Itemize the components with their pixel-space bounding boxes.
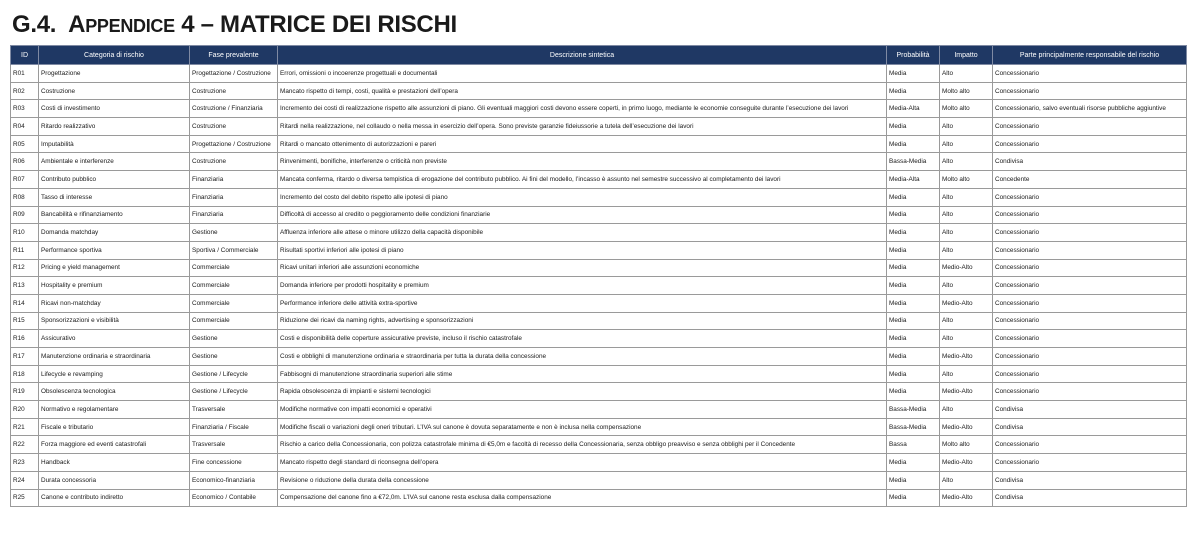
risk-probability: Bassa-Media	[887, 153, 940, 171]
risk-id: R11	[11, 241, 39, 259]
risk-impact: Medio-Alto	[940, 418, 993, 436]
risk-impact: Alto	[940, 365, 993, 383]
risk-probability: Media	[887, 294, 940, 312]
risk-owner: Concessionario	[993, 383, 1187, 401]
risk-probability: Media	[887, 348, 940, 366]
risk-id: R05	[11, 135, 39, 153]
risk-description: Rischio a carico della Concessionaria, con polizza catastrofale minima di €5,0m e facoltà di recesso della Concessionaria, senza obbligo preavviso e senza obblighi per il Concedente	[278, 436, 887, 454]
risk-impact: Molto alto	[940, 82, 993, 100]
risk-probability: Media	[887, 383, 940, 401]
risk-impact: Medio-Alto	[940, 489, 993, 507]
risk-description: Costi e obblighi di manutenzione ordinaria e straordinaria per tutta la durata della concessione	[278, 348, 887, 366]
risk-description: Risultati sportivi inferiori alle ipotesi di piano	[278, 241, 887, 259]
table-row	[11, 118, 1187, 136]
col-header-fase: Fase prevalente	[190, 46, 278, 65]
table-row	[11, 224, 1187, 242]
risk-phase: Progettazione / Costruzione	[190, 65, 278, 83]
risk-category: Handback	[39, 454, 190, 472]
risk-phase: Gestione	[190, 348, 278, 366]
risk-category: Tasso di interesse	[39, 188, 190, 206]
table-row	[11, 135, 1187, 153]
table-row	[11, 312, 1187, 330]
table-row	[11, 206, 1187, 224]
risk-owner: Concedente	[993, 171, 1187, 189]
risk-id: R08	[11, 188, 39, 206]
risk-owner: Condivisa	[993, 489, 1187, 507]
risk-impact: Alto	[940, 241, 993, 259]
risk-description: Ritardi o mancato ottenimento di autorizzazioni e pareri	[278, 135, 887, 153]
table-row	[11, 489, 1187, 507]
col-header-responsabile: Parte principalmente responsabile del rischio	[993, 46, 1187, 65]
table-row	[11, 171, 1187, 189]
risk-category: Ritardo realizzativo	[39, 118, 190, 136]
risk-impact: Medio-Alto	[940, 348, 993, 366]
risk-description: Mancato rispetto degli standard di riconsegna dell’opera	[278, 454, 887, 472]
risk-owner: Concessionario	[993, 277, 1187, 295]
risk-description: Modifiche normative con impatti economici e operativi	[278, 401, 887, 419]
table-header-row	[11, 46, 1187, 65]
risk-id: R12	[11, 259, 39, 277]
col-header-id: ID	[11, 46, 39, 65]
risk-probability: Media	[887, 224, 940, 242]
risk-id: R19	[11, 383, 39, 401]
title-rest: 4 – MATRICE DEI RISCHI	[181, 11, 457, 38]
risk-phase: Commerciale	[190, 312, 278, 330]
risk-phase: Costruzione	[190, 82, 278, 100]
risk-probability: Media	[887, 365, 940, 383]
risk-id: R24	[11, 471, 39, 489]
risk-category: Forza maggiore ed eventi catastrofali	[39, 436, 190, 454]
risk-owner: Condivisa	[993, 153, 1187, 171]
risk-description: Incremento dei costi di realizzazione rispetto alle assunzioni di piano. Gli eventuali maggiori costi devono essere coperti, in primo luogo, mediante le economie conseguite durante l’esecuzione dei lavori	[278, 100, 887, 118]
risk-owner: Concessionario	[993, 330, 1187, 348]
risk-category: Domanda matchday	[39, 224, 190, 242]
table-row	[11, 471, 1187, 489]
table-row	[11, 418, 1187, 436]
table-row	[11, 454, 1187, 472]
risk-probability: Media-Alta	[887, 171, 940, 189]
risk-probability: Media	[887, 471, 940, 489]
page-title	[12, 8, 457, 43]
risk-id: R06	[11, 153, 39, 171]
risk-id: R03	[11, 100, 39, 118]
risk-impact: Medio-Alto	[940, 383, 993, 401]
table-row	[11, 188, 1187, 206]
risk-impact: Molto alto	[940, 171, 993, 189]
col-header-descrizione: Descrizione sintetica	[278, 46, 887, 65]
risk-owner: Concessionario	[993, 454, 1187, 472]
risk-id: R17	[11, 348, 39, 366]
risk-phase: Gestione / Lifecycle	[190, 383, 278, 401]
table-row	[11, 259, 1187, 277]
risk-category: Ambientale e interferenze	[39, 153, 190, 171]
risk-description: Ritardi nella realizzazione, nel collaudo o nella messa in esercizio dell’opera. Sono previste garanzie fideiussorie a tutela dell’esecuzione dei lavori	[278, 118, 887, 136]
risk-owner: Concessionario	[993, 365, 1187, 383]
risk-owner: Concessionario	[993, 436, 1187, 454]
risk-impact: Medio-Alto	[940, 259, 993, 277]
risk-phase: Gestione	[190, 224, 278, 242]
risk-probability: Bassa	[887, 436, 940, 454]
table-row	[11, 82, 1187, 100]
risk-id: R07	[11, 171, 39, 189]
risk-id: R16	[11, 330, 39, 348]
risk-phase: Gestione	[190, 330, 278, 348]
risk-probability: Media	[887, 188, 940, 206]
risk-impact: Medio-Alto	[940, 454, 993, 472]
risk-description: Ricavi unitari inferiori alle assunzioni economiche	[278, 259, 887, 277]
risk-description: Affluenza inferiore alle attese o minore utilizzo della capacità disponibile	[278, 224, 887, 242]
risk-impact: Alto	[940, 118, 993, 136]
risk-phase: Commerciale	[190, 277, 278, 295]
risk-phase: Costruzione / Finanziaria	[190, 100, 278, 118]
risk-id: R23	[11, 454, 39, 472]
risk-owner: Concessionario, salvo eventuali risorse pubbliche aggiuntive	[993, 100, 1187, 118]
risk-phase: Gestione / Lifecycle	[190, 365, 278, 383]
table-row	[11, 348, 1187, 366]
risk-impact: Alto	[940, 153, 993, 171]
risk-category: Normativo e regolamentare	[39, 401, 190, 419]
risk-id: R09	[11, 206, 39, 224]
risk-id: R10	[11, 224, 39, 242]
risk-category: Lifecycle e revamping	[39, 365, 190, 383]
risk-phase: Costruzione	[190, 153, 278, 171]
risk-id: R18	[11, 365, 39, 383]
section-number: G.4.	[12, 11, 57, 38]
risk-description: Errori, omissioni o incoerenze progettuali e documentali	[278, 65, 887, 83]
risk-impact: Alto	[940, 65, 993, 83]
risk-category: Hospitality e premium	[39, 277, 190, 295]
table-row	[11, 330, 1187, 348]
risk-owner: Concessionario	[993, 259, 1187, 277]
risk-phase: Finanziaria	[190, 206, 278, 224]
table-row	[11, 365, 1187, 383]
risk-category: Costi di investimento	[39, 100, 190, 118]
risk-id: R22	[11, 436, 39, 454]
table-row	[11, 241, 1187, 259]
risk-category: Sponsorizzazioni e visibilità	[39, 312, 190, 330]
risk-category: Bancabilità e rifinanziamento	[39, 206, 190, 224]
risk-description: Fabbisogni di manutenzione straordinaria superiori alle stime	[278, 365, 887, 383]
risk-impact: Medio-Alto	[940, 294, 993, 312]
risk-probability: Media	[887, 82, 940, 100]
col-header-categoria: Categoria di rischio	[39, 46, 190, 65]
risk-impact: Alto	[940, 135, 993, 153]
risk-id: R14	[11, 294, 39, 312]
risk-phase: Trasversale	[190, 401, 278, 419]
risk-impact: Molto alto	[940, 100, 993, 118]
risk-owner: Concessionario	[993, 206, 1187, 224]
risk-category: Canone e contributo indiretto	[39, 489, 190, 507]
risk-owner: Concessionario	[993, 312, 1187, 330]
risk-impact: Alto	[940, 277, 993, 295]
table-row	[11, 401, 1187, 419]
risk-description: Difficoltà di accesso al credito o peggioramento delle condizioni finanziarie	[278, 206, 887, 224]
risk-category: Durata concessoria	[39, 471, 190, 489]
title-initial: A	[68, 11, 86, 38]
risk-phase: Costruzione	[190, 118, 278, 136]
risk-owner: Concessionario	[993, 348, 1187, 366]
risk-category: Assicurativo	[39, 330, 190, 348]
risk-probability: Bassa-Media	[887, 401, 940, 419]
risk-category: Manutenzione ordinaria e straordinaria	[39, 348, 190, 366]
risk-description: Incremento del costo del debito rispetto alle ipotesi di piano	[278, 188, 887, 206]
risk-probability: Media	[887, 65, 940, 83]
risk-probability: Media	[887, 118, 940, 136]
risk-phase: Progettazione / Costruzione	[190, 135, 278, 153]
col-header-impatto: Impatto	[940, 46, 993, 65]
risk-description: Rinvenimenti, bonifiche, interferenze o criticità non previste	[278, 153, 887, 171]
risk-description: Domanda inferiore per prodotti hospitality e premium	[278, 277, 887, 295]
risk-description: Mancata conferma, ritardo o diversa tempistica di erogazione del contributo pubblico. Ai fini del modello, l’incasso è assunto nel semestre successivo al completamento dei lavori	[278, 171, 887, 189]
table-row	[11, 277, 1187, 295]
risk-probability: Media-Alta	[887, 100, 940, 118]
table-row	[11, 436, 1187, 454]
risk-phase: Economico-finanziaria	[190, 471, 278, 489]
risk-phase: Commerciale	[190, 294, 278, 312]
risk-owner: Condivisa	[993, 401, 1187, 419]
risk-probability: Media	[887, 135, 940, 153]
risk-id: R04	[11, 118, 39, 136]
risk-owner: Concessionario	[993, 118, 1187, 136]
risk-impact: Alto	[940, 312, 993, 330]
risk-phase: Finanziaria	[190, 171, 278, 189]
risk-category: Pricing e yield management	[39, 259, 190, 277]
risk-impact: Molto alto	[940, 436, 993, 454]
risk-phase: Commerciale	[190, 259, 278, 277]
risk-impact: Alto	[940, 188, 993, 206]
risk-category: Contributo pubblico	[39, 171, 190, 189]
risk-id: R02	[11, 82, 39, 100]
risk-probability: Media	[887, 454, 940, 472]
risk-probability: Media	[887, 330, 940, 348]
risk-impact: Alto	[940, 401, 993, 419]
risk-id: R13	[11, 277, 39, 295]
risk-id: R20	[11, 401, 39, 419]
risk-description: Riduzione dei ricavi da naming rights, advertising e sponsorizzazioni	[278, 312, 887, 330]
risk-description: Compensazione del canone fino a €72,0m. L’IVA sul canone resta esclusa dalla compensazione	[278, 489, 887, 507]
risk-category: Progettazione	[39, 65, 190, 83]
risk-probability: Bassa-Media	[887, 418, 940, 436]
risk-owner: Concessionario	[993, 224, 1187, 242]
risk-description: Rapida obsolescenza di impianti e sistemi tecnologici	[278, 383, 887, 401]
risk-category: Costruzione	[39, 82, 190, 100]
risk-owner: Concessionario	[993, 65, 1187, 83]
risk-owner: Concessionario	[993, 294, 1187, 312]
risk-owner: Condivisa	[993, 418, 1187, 436]
risk-owner: Concessionario	[993, 241, 1187, 259]
risk-matrix-table	[10, 45, 1187, 507]
risk-category: Performance sportiva	[39, 241, 190, 259]
risk-phase: Finanziaria / Fiscale	[190, 418, 278, 436]
risk-phase: Finanziaria	[190, 188, 278, 206]
table-row	[11, 294, 1187, 312]
risk-phase: Economico / Contabile	[190, 489, 278, 507]
risk-probability: Media	[887, 259, 940, 277]
risk-description: Revisione o riduzione della durata della concessione	[278, 471, 887, 489]
risk-category: Imputabilità	[39, 135, 190, 153]
table-row	[11, 153, 1187, 171]
risk-impact: Alto	[940, 206, 993, 224]
risk-id: R21	[11, 418, 39, 436]
risk-description: Performance inferiore delle attività extra-sportive	[278, 294, 887, 312]
col-header-probabilita: Probabilità	[887, 46, 940, 65]
risk-probability: Media	[887, 277, 940, 295]
risk-probability: Media	[887, 206, 940, 224]
risk-phase: Trasversale	[190, 436, 278, 454]
risk-probability: Media	[887, 312, 940, 330]
risk-description: Mancato rispetto di tempi, costi, qualità e prestazioni dell’opera	[278, 82, 887, 100]
risk-probability: Media	[887, 241, 940, 259]
risk-phase: Sportiva / Commerciale	[190, 241, 278, 259]
table-row	[11, 100, 1187, 118]
risk-description: Modifiche fiscali o variazioni degli oneri tributari. L’IVA sul canone è dovuta separatamente e non è inclusa nella compensazione	[278, 418, 887, 436]
risk-category: Ricavi non-matchday	[39, 294, 190, 312]
risk-owner: Condivisa	[993, 471, 1187, 489]
title-smallcaps: PPENDICE	[85, 16, 175, 36]
risk-category: Obsolescenza tecnologica	[39, 383, 190, 401]
risk-owner: Concessionario	[993, 82, 1187, 100]
risk-owner: Concessionario	[993, 135, 1187, 153]
risk-description: Costi e disponibilità delle coperture assicurative previste, incluso il rischio catastrofale	[278, 330, 887, 348]
table-row	[11, 65, 1187, 83]
risk-category: Fiscale e tributario	[39, 418, 190, 436]
risk-impact: Alto	[940, 330, 993, 348]
risk-impact: Alto	[940, 224, 993, 242]
risk-probability: Media	[887, 489, 940, 507]
risk-owner: Concessionario	[993, 188, 1187, 206]
risk-id: R25	[11, 489, 39, 507]
risk-id: R15	[11, 312, 39, 330]
risk-id: R01	[11, 65, 39, 83]
table-row	[11, 383, 1187, 401]
risk-impact: Alto	[940, 471, 993, 489]
risk-phase: Fine concessione	[190, 454, 278, 472]
